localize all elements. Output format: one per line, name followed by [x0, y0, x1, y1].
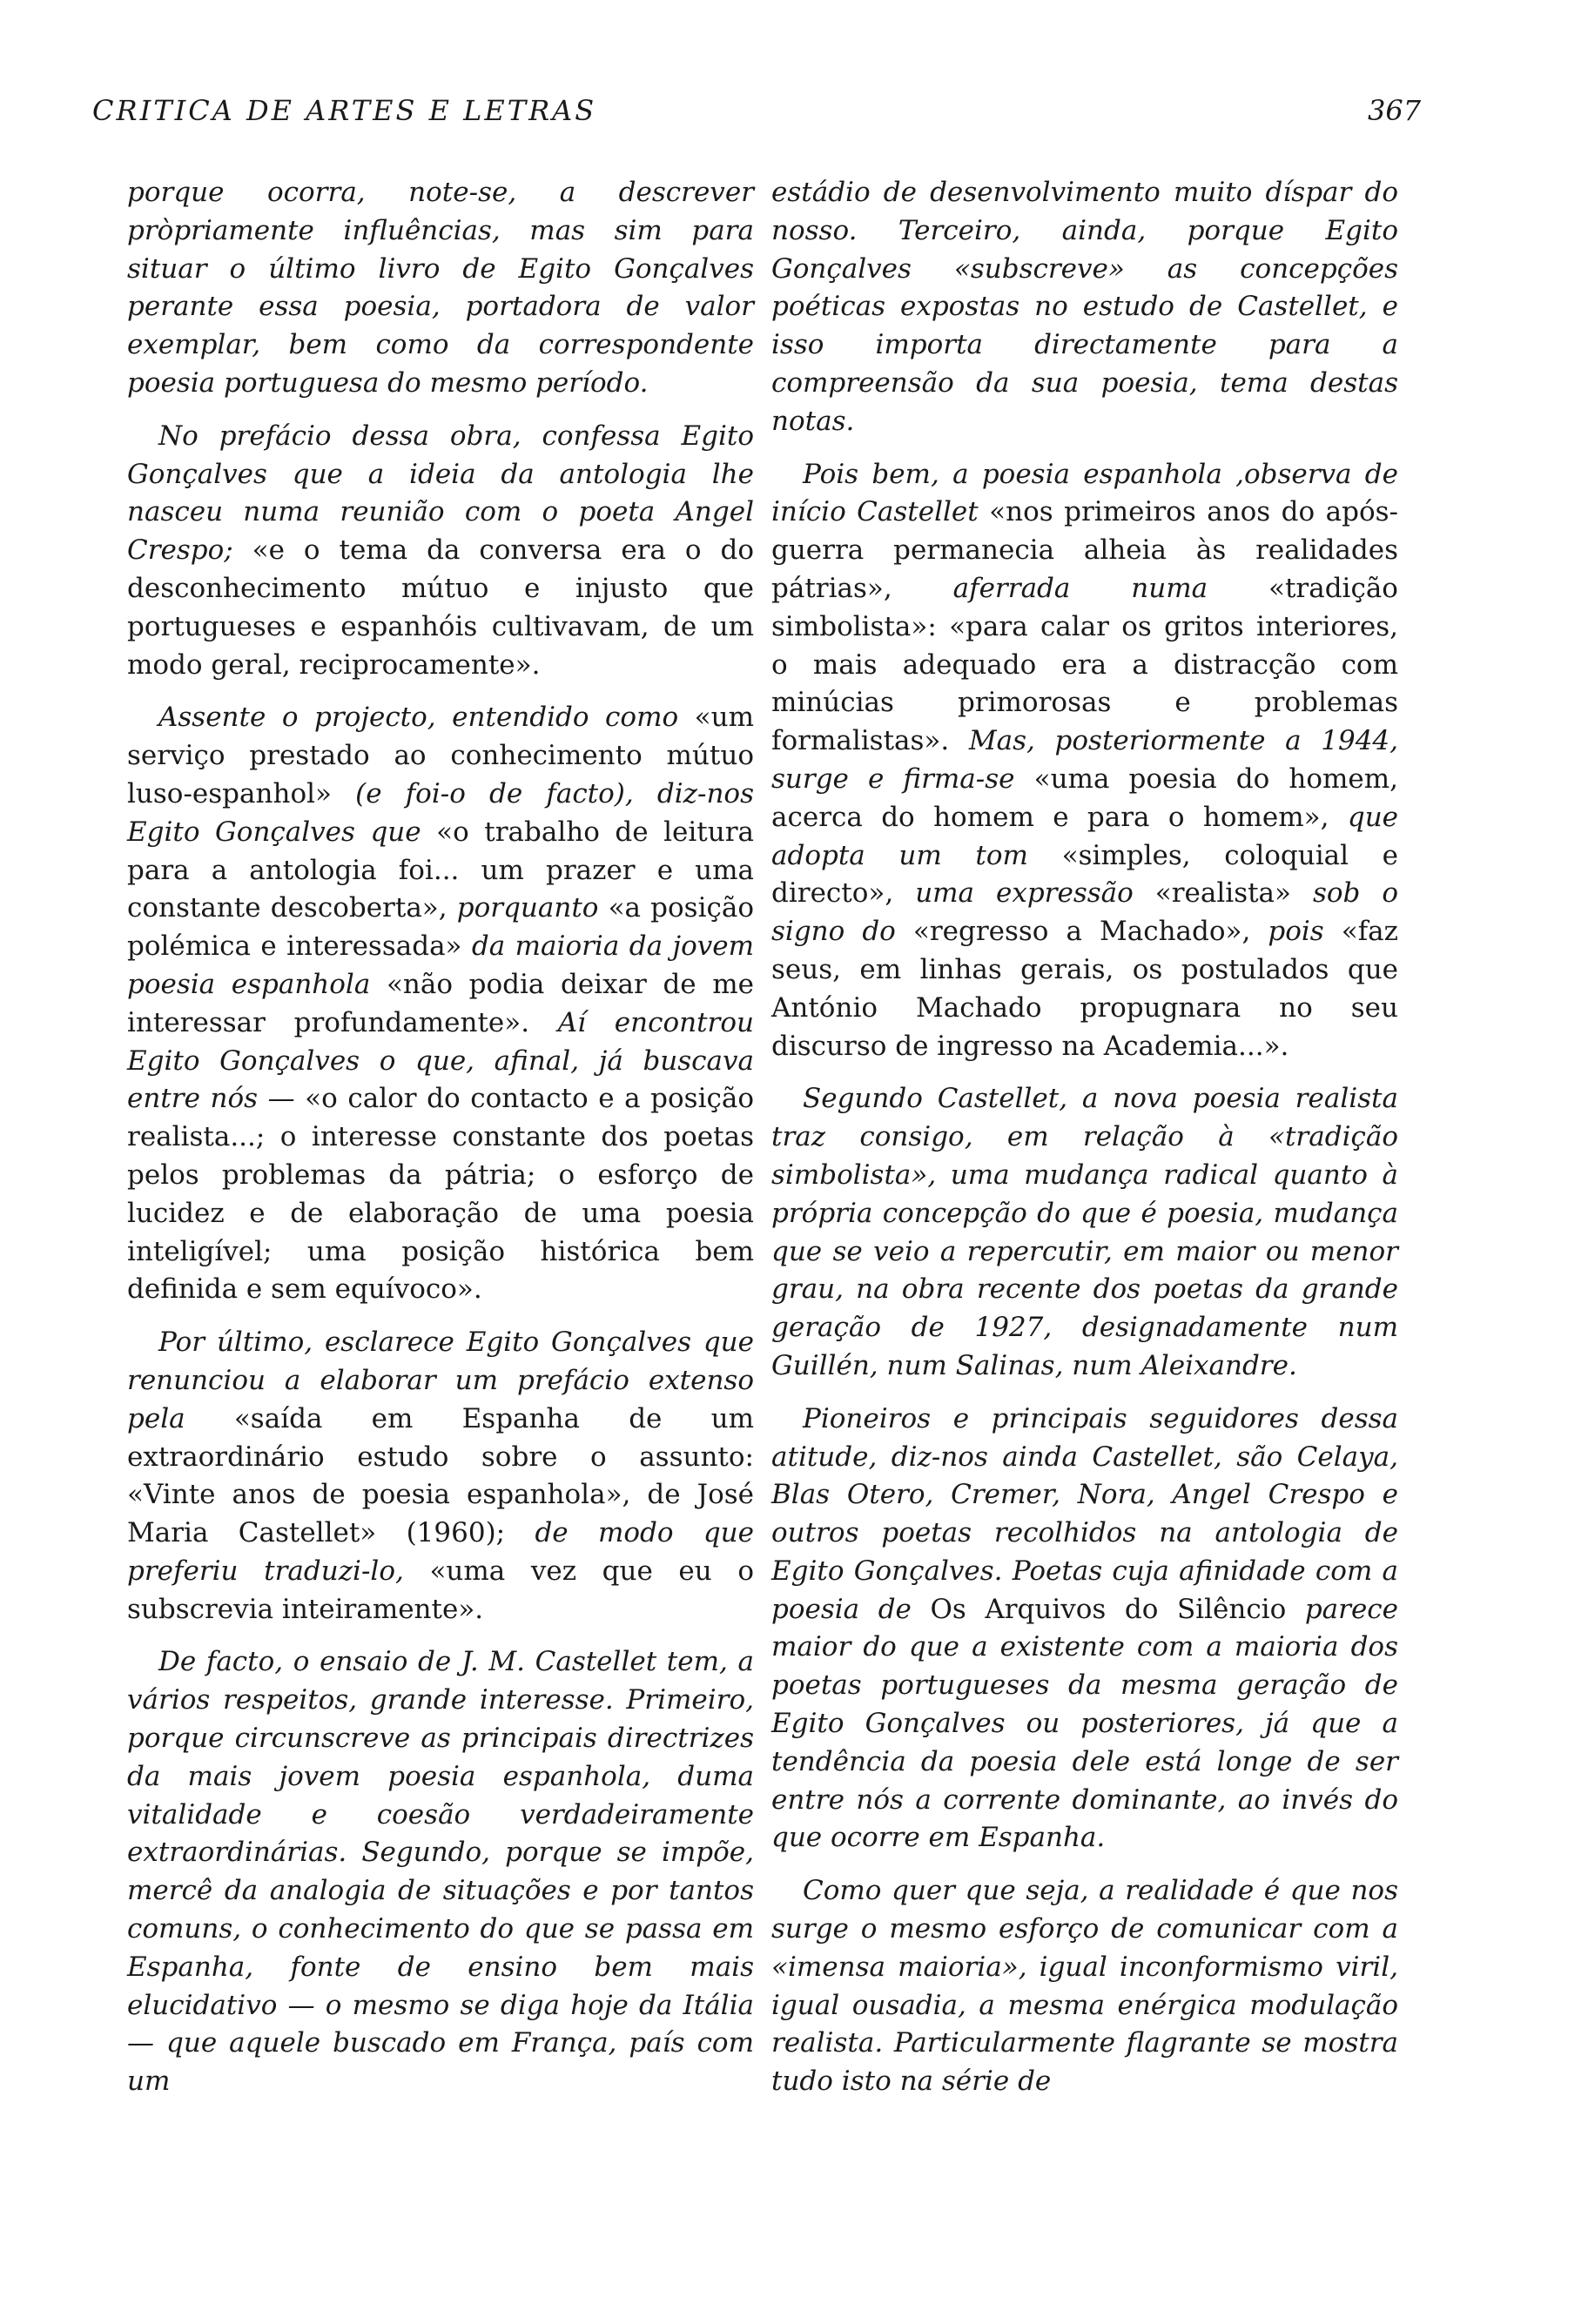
text-run: «tradição simbolista»: «para calar os gritos interiores, o mais adequado era a distracção com minúcias primorosas e problemas formalistas». — [771, 572, 1398, 757]
page-number: 367 — [1368, 94, 1422, 127]
text-run: De facto, o ensaio de J. M. Castellet tem, a vários respeitos, grande interesse. Primeiro, porque circunscreve as principais directrizes da mais jovem poesia espanhola, duma vitalidade e coesão verdadeiramente extraordinárias. Segundo, porque se impõe, mercê da analogia de situações e por tantos comuns, o conhecimento do que se passa em Espanha, fonte de ensino bem mais elucidativo — o mesmo se diga hoje da Itália — que aquele buscado em França, país com um — [127, 1646, 754, 2098]
text-run: «o calor do contacto e a posição realista...; o interesse constante dos poetas pelos problemas da pátria; o esforço de lucidez e de elaboração de uma poesia inteligível; uma posição histórica bem definida e sem equívoco». — [127, 1083, 755, 1306]
text-run: pois — [1268, 916, 1324, 948]
text-run: No prefácio dessa obra, confessa Egito Gonçalves que a ideia da antologia lhe nasceu numa reunião com o poeta Angel Crespo; — [127, 420, 754, 567]
text-run: «regresso a Machado», — [895, 916, 1268, 948]
text-run: que adopta um tom — [771, 801, 1398, 871]
text-run: «não podia deixar de me interessar profundamente». — [127, 968, 754, 1038]
text-run: Pois bem, a poesia espanhola ,observa de início Castellet — [771, 458, 1398, 528]
text-run: parece maior do que a existente com a maioria dos poetas portugueses da mesma geração de Egito Gonçalves ou posteriores, já que a tendência da poesia dele está longe de ser entre nós a corrente dominante, ao invés do que ocorre em Espanha. — [771, 1593, 1399, 1854]
text-run: Como quer que seja, a realidade é que nos surge o mesmo esforço de comunicar com a «imensa maioria», igual inconformismo viril, igual ousadia, a mesma enérgica modulação realista. Particularmente flagrante se mostra tudo isto na série de — [771, 1875, 1398, 2098]
text-run: porquanto — [456, 892, 599, 924]
right-column — [771, 174, 1398, 2116]
left-column — [127, 174, 754, 2116]
paragraph — [771, 1400, 1398, 1858]
paragraph — [771, 174, 1398, 441]
text-run: «uma vez que eu o subscrevia inteiramente». — [127, 1555, 754, 1625]
text-run: «nos primeiros anos do após-guerra permanecia alheia às realidades pátrias», — [771, 496, 1398, 604]
text-run: Assente o projecto, entendido como — [158, 702, 679, 734]
paragraph — [127, 699, 754, 1309]
text-run: Os Arquivos do Silêncio — [911, 1593, 1305, 1625]
text-run: «uma poesia do homem, acerca do homem e para o homem», — [771, 762, 1399, 833]
text-run: «e o tema da conversa era o do desconhecimento mútuo e injusto que portugueses e espanhóis cultivavam, de um modo geral, reciprocamente». — [127, 534, 754, 681]
text-run: Segundo Castellet, a nova poesia realista traz consigo, em relação à «tradição simbolista», uma mudança radical quanto à própria concepção do que é poesia, mudança que se veio a repercutir, em maior ou menor grau, na obra recente dos poetas da grande geração de 1927, designadamente num Guillén, num Salinas, num Aleixandre. — [771, 1083, 1398, 1381]
text-run: porque ocorra, note-se, a descrever pròpriamente influências, mas sim para situar o último livro de Egito Gonçalves perante essa poesia, portadora de valor exemplar, bem como da correspondente poesia portuguesa do mesmo período. — [127, 177, 754, 399]
text-run: (e foi-o de facto), diz-nos Egito Gonçalves que — [127, 777, 754, 848]
text-run: uma expressão — [915, 877, 1134, 910]
paragraph — [127, 1643, 754, 2101]
running-head: CRITICA DE ARTES E LETRAS — [92, 94, 597, 127]
text-run: «faz seus, em linhas gerais, os postulados que António Machado propugnara no seu discurso de ingresso na Academia...». — [771, 916, 1398, 1062]
text-run: «o trabalho de leitura para a antologia foi... um prazer e uma constante descoberta», — [127, 816, 754, 924]
text-run: estádio de desenvolvimento muito díspar do nosso. Terceiro, ainda, porque Egito Gonçalves «subscreve» as concepções poéticas expostas no estudo de Castellet, e isso importa directamente para a compreensão da sua poesia, tema destas notas. — [771, 177, 1398, 437]
text-run: de modo que preferiu traduzi-lo, — [127, 1517, 754, 1587]
paragraph — [127, 418, 754, 685]
text-run: Pioneiros e principais seguidores dessa atitude, diz-nos ainda Castellet, são Celaya, Blas Otero, Cremer, Nora, Angel Crespo e outros poetas recolhidos na antologia de Egito Gonçalves. Poetas cuja afinidade com a poesia de — [771, 1402, 1398, 1625]
paragraph — [127, 174, 754, 403]
text-run: «um serviço prestado ao conhecimento mútuo luso-espanhol» — [127, 702, 754, 809]
text-run: «simples, coloquial e directo», — [771, 839, 1399, 910]
paragraph — [127, 1324, 754, 1629]
text-run: sob o signo do — [771, 877, 1399, 948]
text-run: «saída em Espanha de um extraordinário estudo sobre o assunto: «Vinte anos de poesia espanhola», de José Maria Castellet» (1960); — [127, 1402, 754, 1549]
paragraph — [771, 1872, 1398, 2101]
text-run: «a posição polémica e interessada» — [127, 892, 754, 963]
text-run: aferrada numa — [952, 572, 1208, 604]
text-run: Aí encontrou Egito Gonçalves o que, afinal, já buscava entre nós — — [127, 1006, 754, 1115]
paragraph — [771, 456, 1398, 1066]
page-header — [92, 94, 1422, 138]
text-run: «realista» — [1133, 877, 1313, 910]
paragraph — [771, 1080, 1398, 1385]
text-run: Por último, esclarece Egito Gonçalves que renunciou a elaborar um prefácio extenso pela — [127, 1327, 754, 1434]
text-run: da maioria da jovem poesia espanhola — [127, 930, 754, 1000]
text-run: Mas, posteriormente a 1944, surge e firma-se — [771, 725, 1398, 795]
